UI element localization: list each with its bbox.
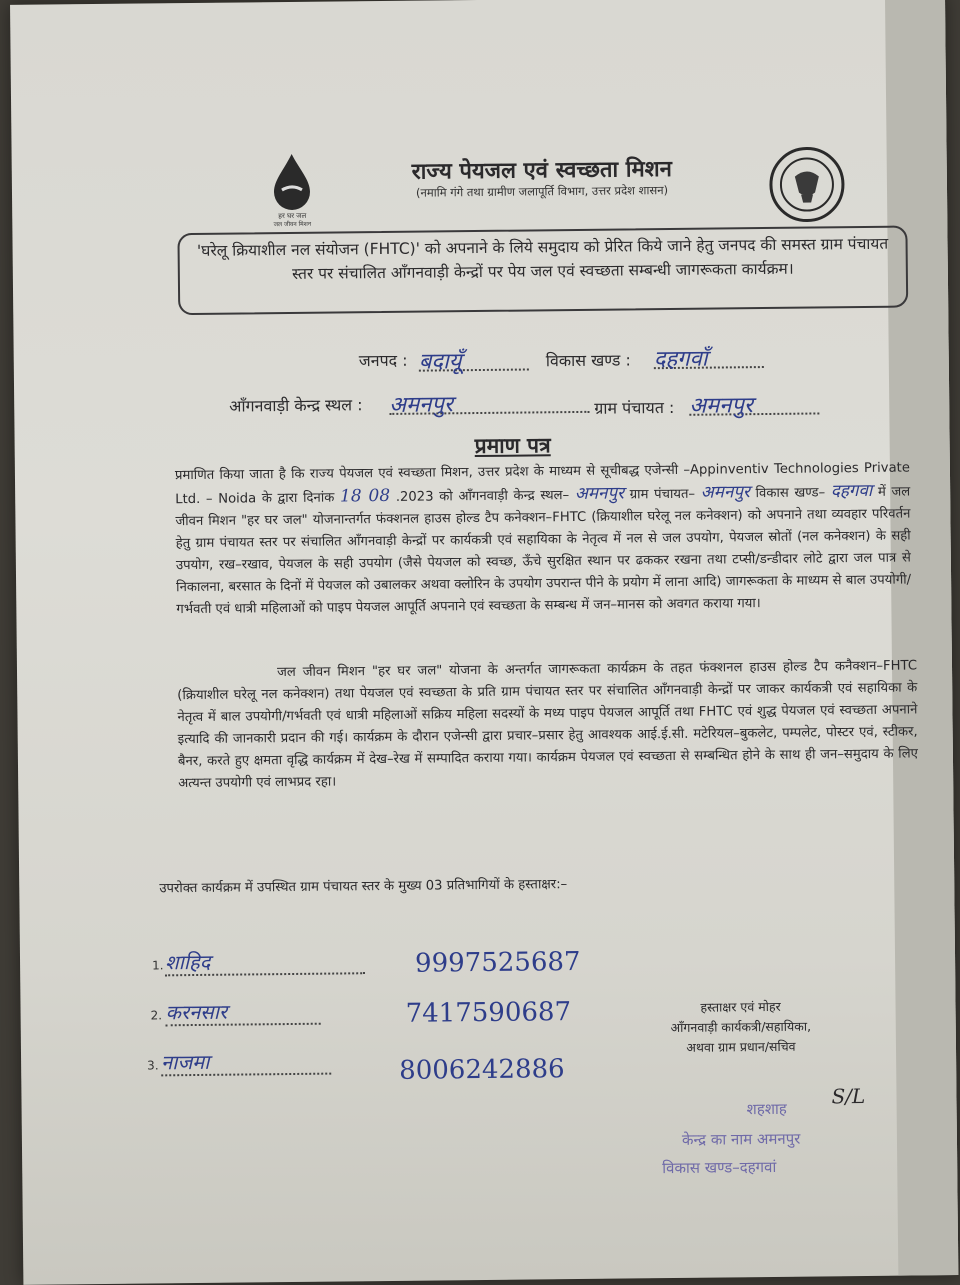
- certificate-heading: प्रमाण पत्र: [474, 433, 551, 459]
- p1-text-3: ग्राम पंचायत–: [629, 486, 696, 503]
- mission-subtitle: (नमामि गंगे तथा ग्रामीण जलापूर्ति विभाग, उत्तर प्रदेश शासन): [415, 183, 669, 200]
- svg-text:जल जीवन मिशन: जल जीवन मिशन: [273, 220, 312, 229]
- stamp-line-3: विकास खण्ड–दहगवां: [662, 1157, 777, 1178]
- district-label: जनपद :: [358, 350, 408, 371]
- p1-handwritten-panchayat: अमनपुर: [700, 482, 751, 503]
- district-value: बदायूँ: [418, 349, 462, 375]
- p1-date-year: .2023: [395, 489, 434, 505]
- p1-handwritten-block: दहगवा: [830, 480, 873, 502]
- svg-text:हर घर जल: हर घर जल: [278, 211, 307, 221]
- anganwadi-label: आँगनवाड़ी केन्द्र स्थल :: [229, 395, 363, 416]
- participant-signature-line-3: [161, 1047, 331, 1077]
- participant-phone-1: 9997525687: [414, 946, 581, 979]
- participants-intro: उपरोक्त कार्यक्रम में उपस्थित ग्राम पंचायत स्तर के मुख्य 03 प्रतिभागियों के हस्ताक्षर:–: [159, 877, 568, 897]
- signatory-line-3: अथवा ग्राम प्रधान/सचिव: [686, 1038, 796, 1055]
- p1-handwritten-place: अमनपुर: [574, 483, 625, 505]
- participant-phone-2: 7417590687: [405, 997, 572, 1029]
- participant-number-3: 3.: [147, 1058, 159, 1073]
- anganwadi-line: [389, 387, 589, 418]
- panchayat-label: ग्राम पंचायत :: [594, 397, 675, 418]
- stamp-line-2: केन्द्र का नाम अमनपुर: [681, 1129, 801, 1149]
- certificate-paragraph-1: [175, 457, 912, 621]
- water-drop-logo-icon: [262, 150, 323, 231]
- participant-signature-line-1: [165, 946, 365, 976]
- p1-text-5: में जल जीवन मिशन "हर घर जल" योजनान्तर्गत फंक्शनल हाउस होल्ड टैप कनेक्शन–FHTC (क्रियाशील घरेलू नल कनेक्शन) को अपनाने तथा व्यवहार परिवर्तन हेतु ग्राम पंचायत स्तर पर संचालित आँगनवाड़ी केन्द्रों पर कार्यकत्री एवं सहायिका के नेतृत्व में नल से जल उपयोग, पेयजल स्रोतों (नल कनेक्शन) के सही उपयोग, रख–रखाव, पेयजल के सही उपयोग (जैसे पेयजल को स्वच्छ, ऊँचे सुरक्षित स्थान पर ढककर रखना तथा टप्सी/डन्डीदार लोटे द्वारा जल पात्र से निकालना, बरसात के दिनों में पेयजल को उबालकर अथवा क्लोरिन के उपयोग उपरान्त पीने के प्रयोग में लाना आदि) जागरूकता के माध्यम से बाल उपयोगी/गर्भवती एवं धात्री महिलाओं को पाइप पेयजल आपूर्ति अपनाने एवं स्वच्छता के सम्बन्ध में जन–मानस को अवगत कराया गया।: [175, 484, 912, 618]
- participant-number-1: 1.: [152, 958, 164, 973]
- p1-text-1: प्रमाणित किया जाता है कि राज्य पेयजल एवं स्वच्छता मिशन, उत्तर प्रदेश के माध्यम से सूचीबद्ध एजेन्सी –Appinventiv Technologies Private Ltd. – Noida के द्वारा दिनांक: [174, 460, 911, 508]
- p1-text-2: को आँगनवाड़ी केन्द्र स्थल–: [439, 488, 570, 505]
- mission-title: राज्य पेयजल एवं स्वच्छता मिशन: [411, 156, 672, 185]
- signatory-line-1: हस्ताक्षर एवं मोहर: [700, 998, 781, 1015]
- certificate-paragraph-2: जल जीवन मिशन "हर घर जल" योजना के अन्तर्गत जागरूकता कार्यक्रम के तहत फंक्शनल हाउस होल्ड टैप कनैक्शन–FHTC (क्रियाशील घरेलू नल कनेक्शन) तथा पेयजल एवं स्वच्छता के प्रति ग्राम पंचायत स्तर पर संचालित आँगनवाड़ी केन्द्रों पर जाकर कार्यकत्री एवं सहायिका के नेतृत्व में बाल उपयोगी/गर्भवती एवं धात्री महिलाओं सक्रिय महिला सदस्यों के मध्य पाइप पेयजल आपूर्ति तथा FHTC एवं शुद्ध पेयजल एवं स्वच्छता अपनाने इत्यादि की जानकारी प्रदान की गई। कार्यक्रम के दौरान एजेन्सी द्वारा प्रचार–प्रसार हेतु आवश्यक आई.ई.सी. मटेरियल–बुकलेट, पम्पलेट, पोस्टर एवं, स्टीकर, बैनर, करते हुए क्षमता वृद्धि कार्यक्रम में देख–रेख में सम्पादित कराया गया। कार्यक्रम पेयजल एवं स्वच्छता से सम्बन्धित होने के साथ ही जन–समुदाय के लिए अत्यन्त उपयोगी एवं लाभप्रद रहा।: [177, 658, 918, 792]
- participant-phone-3: 8006242886: [399, 1054, 565, 1086]
- district-line: [418, 344, 529, 375]
- p1-text-4: विकास खण्ड–: [755, 485, 826, 502]
- participant-signature-line-2: [165, 997, 320, 1027]
- block-label: विकास खण्ड :: [545, 350, 631, 371]
- program-banner: 'घरेलू क्रियाशील नल संयोजन (FHTC)' को अपनाने के लिये समुदाय को प्रेरित किये जाने हेतु जनपद की समस्त ग्राम पंचायत स्तर पर संचालित आँगनवाड़ी केन्द्रों पर पेय जल एवं स्वच्छता सम्बन्धी जागरूकता कार्यक्रम।: [177, 226, 908, 316]
- stamp-initials: S/L: [831, 1084, 866, 1109]
- block-value: दहगवाँ: [653, 346, 708, 373]
- stamp-name: शहशाह: [746, 1099, 787, 1119]
- p1-handwritten-date: 18 08: [339, 485, 391, 507]
- participant-name-2: करनसार: [165, 999, 228, 1025]
- panchayat-value: अमनपुर: [689, 393, 754, 419]
- participant-number-2: 2.: [150, 1008, 163, 1023]
- panchayat-line: [689, 388, 819, 419]
- document-page: [10, 0, 958, 1285]
- participant-name-3: नाजमा: [160, 1049, 210, 1075]
- anganwadi-value: अमनपुर: [389, 392, 454, 418]
- signatory-block: [645, 996, 836, 1058]
- signatory-line-2: आँगनवाड़ी कार्यकत्री/सहायिका,: [670, 1018, 812, 1036]
- page-edge: [885, 0, 958, 1276]
- block-line: [653, 342, 764, 373]
- participant-name-1: शाहिद: [164, 949, 211, 975]
- state-emblem-seal-icon: [767, 144, 848, 225]
